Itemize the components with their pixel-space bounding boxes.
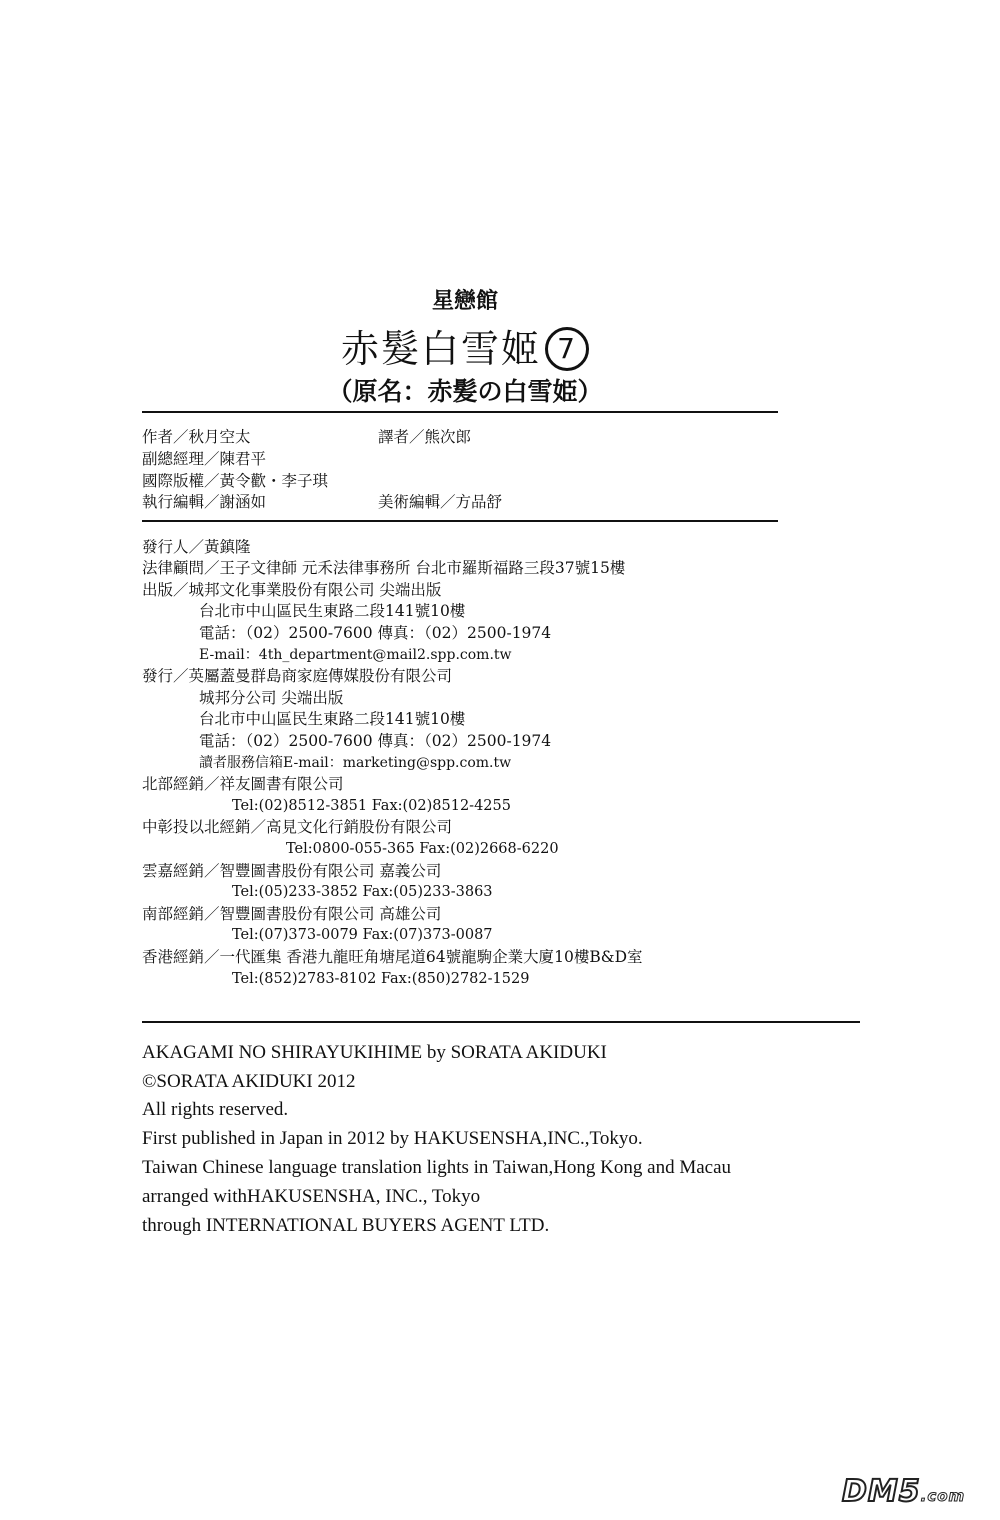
credit-translator: 譯者／熊次郎 — [378, 428, 472, 446]
credit-author: 作者／秋月空太 — [142, 428, 251, 446]
central-distributor-contact: Tel:0800-055-365 Fax:(02)2668-6220 — [286, 841, 559, 857]
credit-rights: 國際版權／黃令歡・李子琪 — [142, 472, 329, 490]
watermark-main: DM5 — [842, 1474, 921, 1509]
divider-top — [142, 411, 778, 413]
divider-bottom — [142, 1021, 860, 1023]
publish-phone: 電話：（02）2500-7600 傳真：（02）2500-1974 — [199, 624, 552, 642]
publisher-line: 發行人／黃鎮隆 — [142, 538, 251, 556]
distribution-address: 台北市中山區民生東路二段141號10樓 — [199, 710, 466, 728]
volume-number: 7 — [545, 327, 589, 371]
north-distributor: 北部經銷／祥友圖書有限公司 — [142, 775, 344, 793]
english-line-6: arranged withHAKUSENSHA, INC., Tokyo — [142, 1186, 481, 1207]
divider-middle — [142, 520, 778, 522]
english-line-4: First published in Japan in 2012 by HAKUSENSHA,INC.,Tokyo. — [142, 1128, 643, 1149]
english-line-2: ©SORATA AKIDUKI 2012 — [142, 1071, 356, 1092]
chiayi-distributor-contact: Tel:(05)233-3852 Fax:(05)233-3863 — [232, 884, 493, 900]
site-watermark-logo — [842, 1474, 965, 1509]
south-distributor: 南部經銷／智豐圖書股份有限公司 高雄公司 — [142, 905, 442, 923]
credit-art-editor: 美術編輯／方品舒 — [378, 493, 503, 511]
credit-deputy-manager: 副總經理／陳君平 — [142, 450, 267, 468]
book-title — [0, 318, 930, 373]
publish-address: 台北市中山區民生東路二段141號10樓 — [199, 602, 466, 620]
credit-executive-editor: 執行編輯／謝涵如 — [142, 493, 267, 511]
north-distributor-contact: Tel:(02)8512-3851 Fax:(02)8512-4255 — [232, 798, 511, 814]
distribution-line: 發行／英屬蓋曼群島商家庭傳媒股份有限公司 — [142, 667, 453, 685]
hk-distributor-contact: Tel:(852)2783-8102 Fax:(850)2782-1529 — [232, 971, 530, 987]
watermark-suffix: .com — [920, 1487, 966, 1505]
english-line-1: AKAGAMI NO SHIRAYUKIHIME by SORATA AKIDUKI — [142, 1042, 607, 1063]
english-line-7: through INTERNATIONAL BUYERS AGENT LTD. — [142, 1215, 550, 1236]
book-title-text: 赤髮白雪姬 — [340, 327, 541, 371]
legal-line: 法律顧問／王子文律師 元禾法律事務所 台北市羅斯福路三段37號15樓 — [142, 559, 626, 577]
distribution-phone: 電話：（02）2500-7600 傳真：（02）2500-1974 — [199, 732, 552, 750]
publish-email: E-mail：4th_department@mail2.spp.com.tw — [199, 647, 512, 663]
series-name: 星戀館 — [431, 289, 498, 314]
original-title: （原名：赤髪の白雪姫） — [327, 377, 603, 406]
distribution-branch: 城邦分公司 尖端出版 — [199, 689, 344, 707]
hk-distributor: 香港經銷／一代匯集 香港九龍旺角塘尾道64號龍駒企業大廈10樓B&D室 — [142, 948, 643, 966]
chiayi-distributor: 雲嘉經銷／智豐圖書股份有限公司 嘉義公司 — [142, 862, 442, 880]
south-distributor-contact: Tel:(07)373-0079 Fax:(07)373-0087 — [232, 927, 493, 943]
english-line-5: Taiwan Chinese language translation lights in Taiwan,Hong Kong and Macau — [142, 1157, 732, 1178]
english-line-3: All rights reserved. — [142, 1099, 289, 1120]
reader-service-email: 讀者服務信箱E-mail：marketing@spp.com.tw — [199, 755, 512, 771]
central-distributor: 中彰投以北經銷／高見文化行銷股份有限公司 — [142, 818, 453, 836]
publish-line: 出版／城邦文化事業股份有限公司 尖端出版 — [142, 581, 442, 599]
